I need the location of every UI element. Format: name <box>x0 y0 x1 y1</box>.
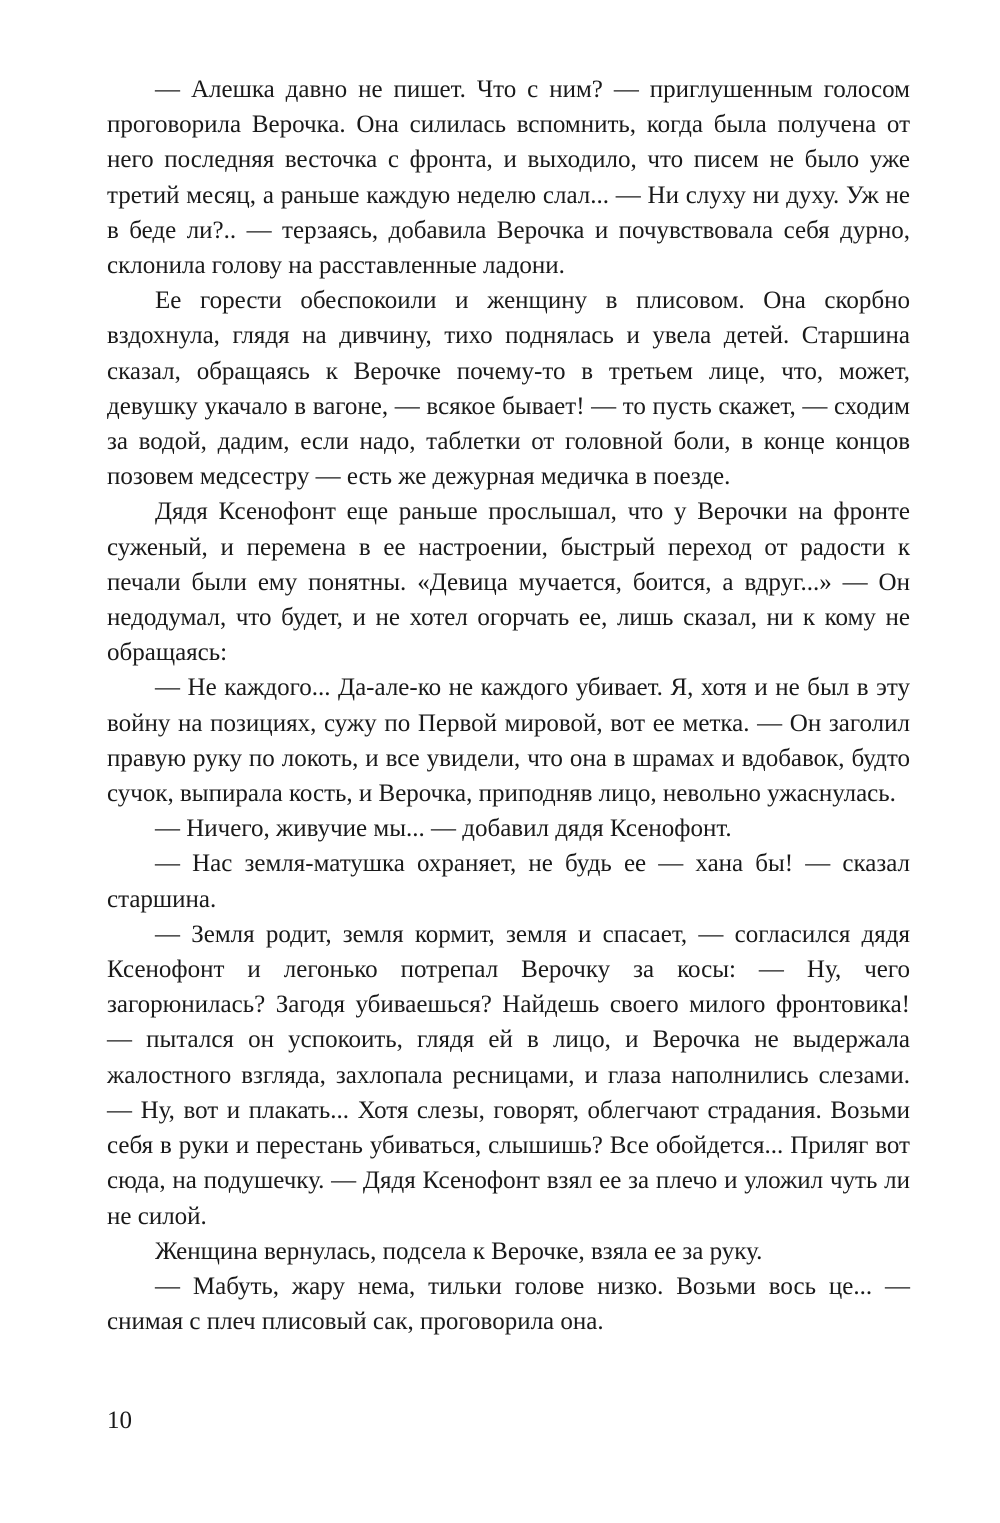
paragraph-8: Женщина вернулась, подсела к Верочке, взяла ее за руку. <box>155 1237 763 1265</box>
book-page-text <box>107 72 910 1339</box>
paragraph-6: — Нас земля-матушка охраняет, не будь ее — хана бы! — сказал старшина. <box>107 850 910 913</box>
paragraph-1: — Алешка давно не пишет. Что с ним? — приглушенным голосом проговорила Верочка. Она силилась вспомнить, когда была получена от него последняя весточка с фронта, и выходило, что писем не было уже третий месяц, а раньше каждую неделю слал... — Ни слуху ни духу. Уж не в беде ли?.. — терзаясь, добавила Верочка и почувствовала себя дурно, склонила голову на расставленные ладони. <box>107 76 910 280</box>
paragraph-4: — Не каждого... Да-але-ко не каждого убивает. Я, хотя и не был в эту войну на позициях, сужу по Первой мировой, вот ее метка. — Он заголил правую руку по локоть, и все увидели, что она в шрамах и вдобавок, будто сучок, выпирала кость, и Верочка, приподняв лицо, невольно ужаснулась. <box>107 674 910 808</box>
paragraph-9: — Мабуть, жару нема, тильки голове низко. Возьми вось це... — снимая с плеч плисовый сак, проговорила она. <box>107 1272 910 1336</box>
paragraph-7: — Земля родит, земля кормит, земля и спасает, — согласился дядя Ксенофонт и легонько потрепал Верочку за косы: — Ну, чего загорюнилась? Загодя убиваешься? Найдешь своего милого фронтовика! — пытался он успокоить, глядя ей в лицо, и Верочка не выдержала жалостного взгляда, захлопала ресницами, и глаза наполнились слезами. — Ну, вот и плакать... Хотя слезы, говорят, облегчают страдания. Возьми себя в руки и перестань убиваться, слышишь? Все обойдется... Приляг вот сюда, на подушечку. — Дядя Ксенофонт взял ее за плечо и уложил чуть ли не силой. <box>107 920 910 1230</box>
page-number: 10 <box>107 1407 132 1434</box>
paragraph-3: Дядя Ксенофонт еще раньше прослышал, что у Верочки на фронте суженый, и перемена в ее настроении, быстрый переход от радости к печали были ему понятны. «Девица мучается, боится, а вдруг...» — Он недодумал, что будет, и не хотел огорчать ее, лишь сказал, ни к кому не обращаясь: <box>107 498 910 667</box>
paragraph-2: Ее горести обеспокоили и женщину в плисовом. Она скорбно вздохнула, глядя на дивчину, тихо поднялась и увела детей. Старшина сказал, обращаясь к Верочке почему-то в третьем лице, что, может, девушку укачало в вагоне, — всякое бывает! — то пусть скажет, — сходим за водой, дадим, если надо, таблетки от головной боли, в конце концов позовем медсестру — есть же дежурная медичка в поезде. <box>107 287 910 491</box>
paragraph-5: — Ничего, живучие мы... — добавил дядя Ксенофонт. <box>155 815 732 843</box>
